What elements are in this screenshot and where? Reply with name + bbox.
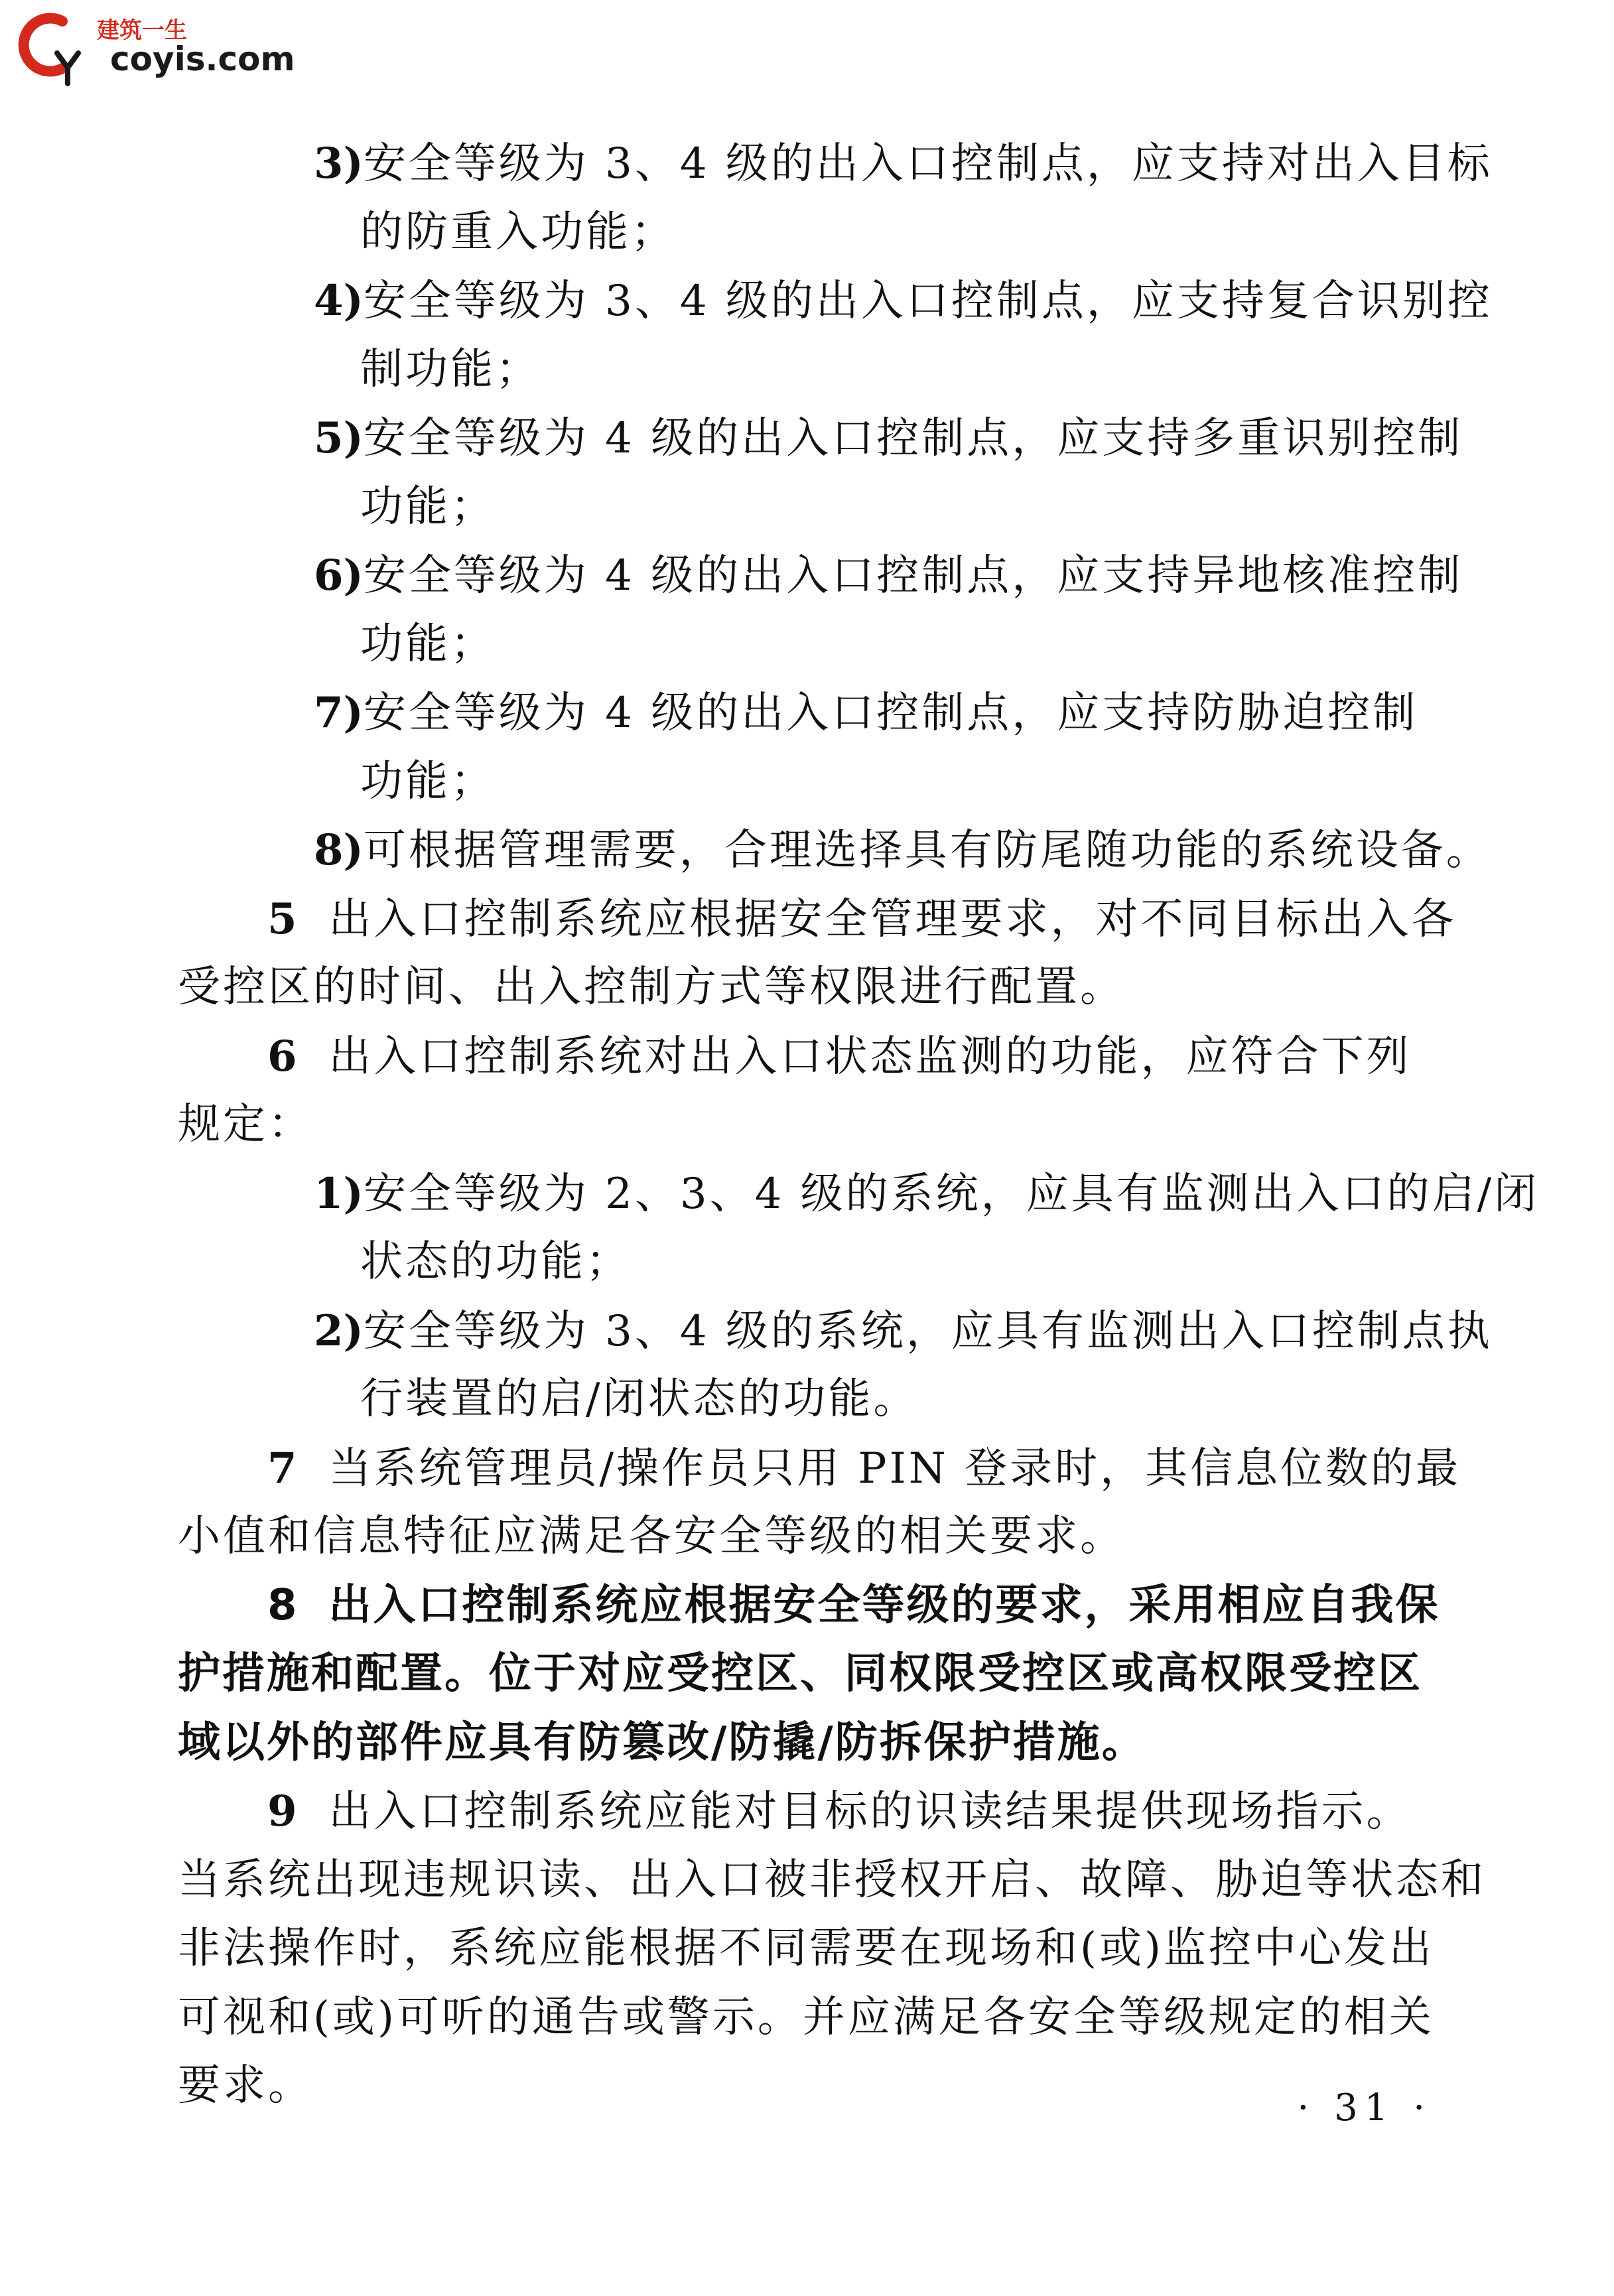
clause-text-continued: 护措施和配置。位于对应受控区、同权限受控区或高权限受控区 [178,1649,1422,1698]
item-text-continued: 行装置的启/闭状态的功能。 [360,1375,919,1424]
item-number: 3) [314,139,364,188]
list-item [178,679,1458,816]
clause-text-continued: 小值和信息特征应满足各安全等级的相关要求。 [178,1512,1125,1561]
watermark-cn: 建筑一生 [97,17,187,44]
clause-number: 7 [267,1443,297,1493]
clause-8 [178,1572,1458,1778]
clause-text: 当系统管理员/操作员只用 PIN 登录时，其信息位数的最 [328,1444,1461,1493]
item-text-continued: 的防重入功能； [360,207,676,257]
item-text: 安全等级为 3、4 级的系统，应具有监测出入口控制点执 [363,1306,1493,1356]
clause-7 [178,1434,1461,1572]
item-number: 4) [314,276,364,326]
item-number: 6) [314,551,364,600]
clause-text: 出入口控制系统应能对目标的识读结果提供现场指示。 [328,1787,1412,1836]
clause-text-continued: 可视和(或)可听的通告或警示。并应满足各安全等级规定的相关 [178,1992,1434,2042]
item-text: 安全等级为 4 级的出入口控制点，应支持防胁迫控制 [363,689,1418,738]
item-text: 安全等级为 4 级的出入口控制点，应支持多重识别控制 [363,414,1463,463]
item-text: 安全等级为 3、4 级的出入口控制点，应支持对出入目标 [363,139,1493,188]
list-item [178,129,1493,267]
cy-logo-icon [11,7,90,86]
item-text-continued: 状态的功能； [360,1237,631,1286]
clause-text: 出入口控制系统对出入口状态监测的功能，应符合下列 [328,1032,1412,1081]
clause-6 [178,1022,1458,1160]
watermark-logo [11,7,295,93]
item-text: 安全等级为 3、4 级的出入口控制点，应支持复合识别控 [363,277,1493,326]
item-text-continued: 功能； [360,756,496,806]
clause-text-continued: 非法操作时，系统应能根据不同需要在现场和(或)监控中心发出 [178,1924,1434,1973]
clause-text: 出入口控制系统应根据安全管理要求，对不同目标出入各 [328,894,1457,944]
list-item [178,1160,1540,1297]
clause-number: 5 [267,894,297,944]
list-item [178,1297,1493,1434]
clause-9 [178,1777,1486,2121]
clause-text-continued: 规定： [178,1100,313,1149]
item-text-continued: 功能； [360,619,496,669]
list-item [178,816,1491,885]
item-text: 安全等级为 2、3、4 级的系统，应具有监测出入口的启/闭 [363,1169,1540,1219]
clause-text: 出入口控制系统应根据安全等级的要求，采用相应自我保 [328,1580,1440,1630]
clause-text-continued: 当系统出现违规识读、出入口被非授权开启、故障、胁迫等状态和 [178,1855,1486,1905]
item-number: 8) [314,825,364,875]
clause-number: 8 [267,1580,297,1630]
item-number: 5) [314,413,364,463]
item-text: 可根据管理需要，合理选择具有防尾随功能的系统设备。 [363,826,1491,875]
clause-number: 9 [267,1787,297,1836]
watermark-url: coyis.com [110,40,295,78]
item-text: 安全等级为 4 级的出入口控制点，应支持异地核准控制 [363,551,1463,600]
clause-text-continued: 要求。 [178,2061,313,2110]
page-number: · 31 · [1297,2086,1432,2129]
item-text-continued: 功能； [360,482,496,531]
clause-5 [178,885,1458,1022]
list-item [178,404,1463,541]
clause-text-continued: 域以外的部件应具有防篡改/防撬/防拆保护措施。 [178,1718,1146,1767]
clause-text-continued: 受控区的时间、出入控制方式等权限进行配置。 [178,963,1125,1012]
list-item [178,267,1493,404]
item-number: 1) [314,1168,364,1219]
item-number: 2) [314,1306,364,1356]
list-item [178,541,1463,679]
item-text-continued: 制功能； [360,344,541,394]
clause-number: 6 [267,1031,297,1081]
text-body [178,129,1540,2121]
item-number: 7) [314,688,364,738]
